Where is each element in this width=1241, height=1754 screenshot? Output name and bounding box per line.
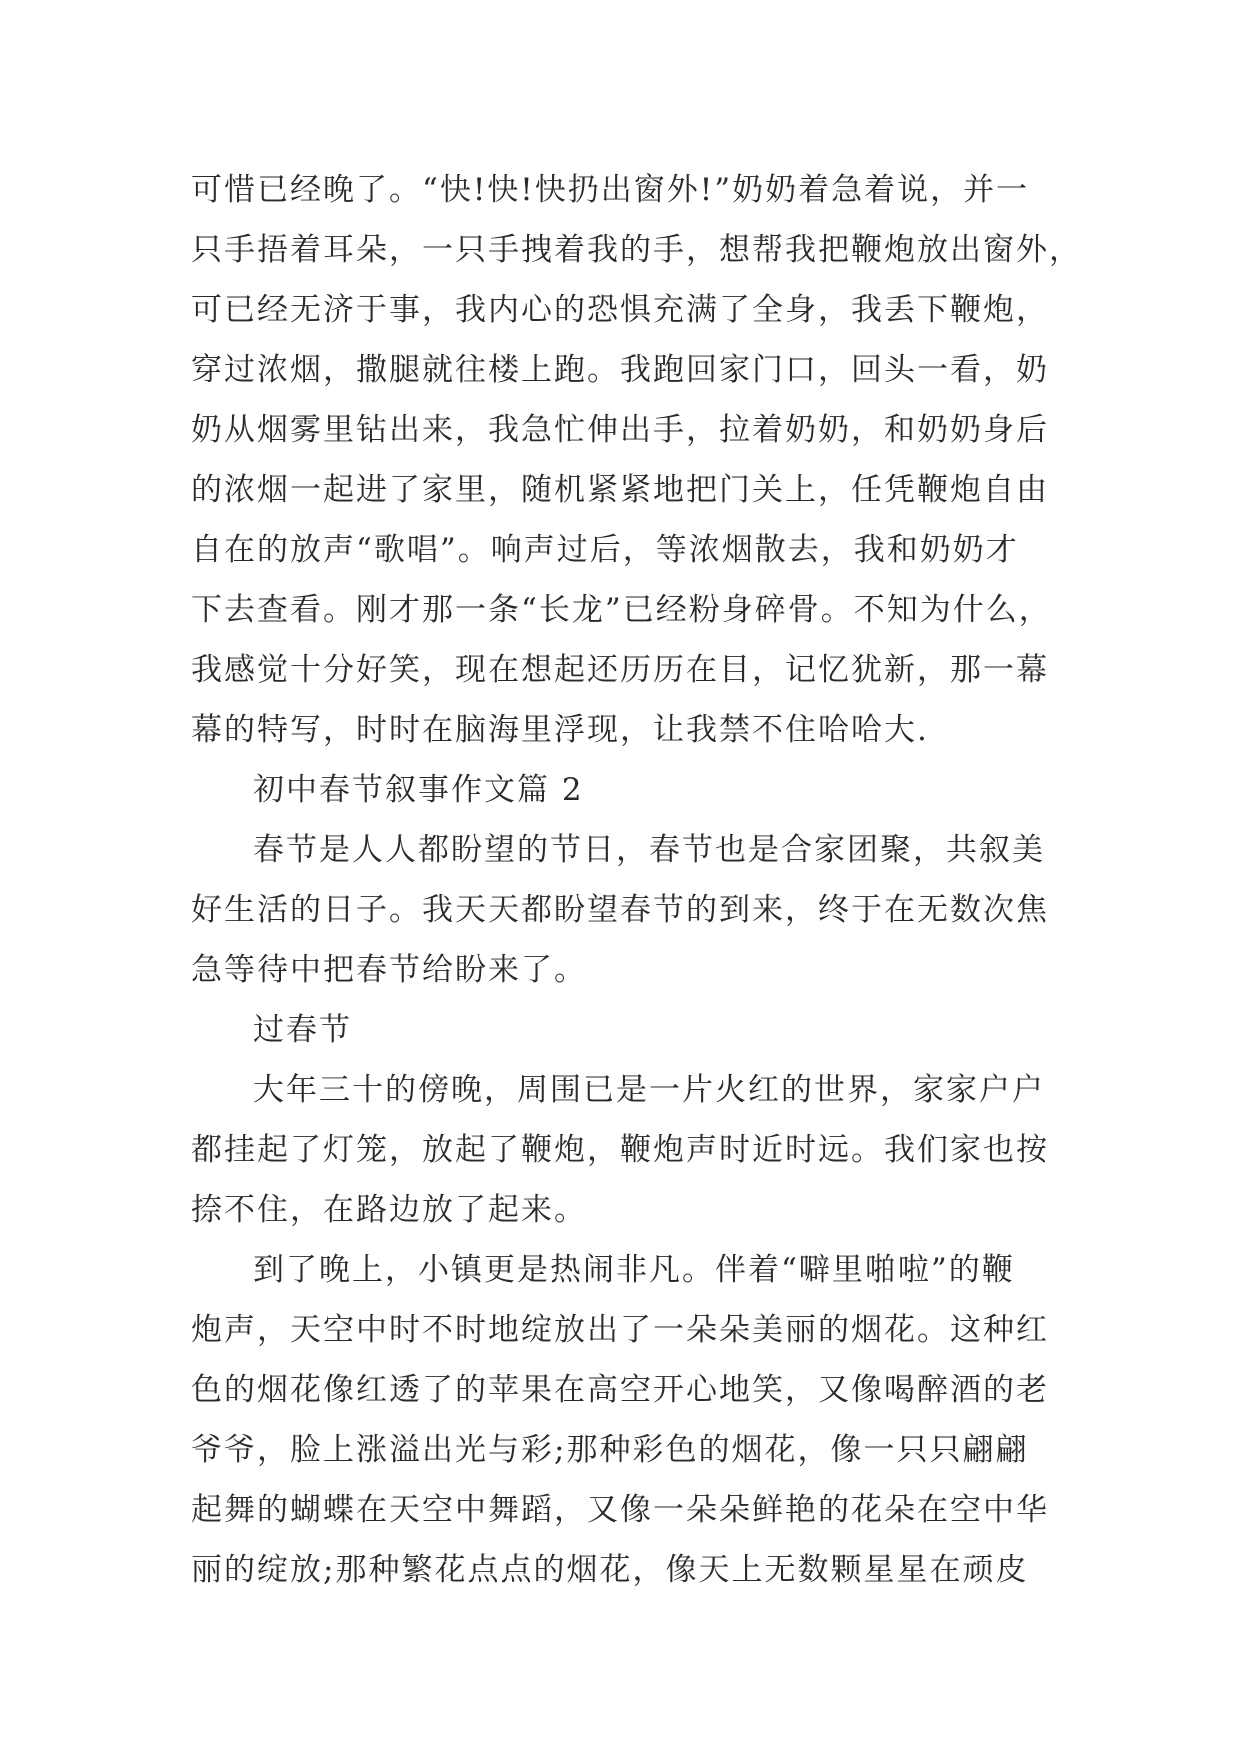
text-line: 奶从烟雾里钻出来，我急忙伸出手，拉着奶奶，和奶奶身后 xyxy=(191,412,1049,448)
text-line: 起舞的蝴蝶在天空中舞蹈，又像一朵朵鲜艳的花朵在空中华 xyxy=(191,1492,1049,1528)
subtitle: 过春节 xyxy=(253,1012,352,1048)
text-line: 只手捂着耳朵，一只手拽着我的手，想帮我把鞭炮放出窗外， xyxy=(191,232,1082,268)
text-line: 穿过浓烟，撒腿就往楼上跑。我跑回家门口，回头一看，奶 xyxy=(191,352,1049,388)
text-line: 我感觉十分好笑，现在想起还历历在目，记忆犹新，那一幕 xyxy=(191,652,1049,688)
text-line: 急等待中把春节给盼来了。 xyxy=(191,952,587,988)
text-line: 色的烟花像红透了的苹果在高空开心地笑，又像喝醉酒的老 xyxy=(191,1372,1049,1408)
text-line: 大年三十的傍晚，周围已是一片火红的世界，家家户户 xyxy=(253,1072,1045,1108)
text-line: 幕的特写，时时在脑海里浮现，让我禁不住哈哈大. xyxy=(191,712,929,748)
text-line: 爷爷，脸上涨溢出光与彩;那种彩色的烟花，像一只只翩翩 xyxy=(191,1432,1029,1468)
text-line: 的浓烟一起进了家里，随机紧紧地把门关上，任凭鞭炮自由 xyxy=(191,472,1049,508)
text-line: 自在的放声“歌唱”。响声过后，等浓烟散去，我和奶奶才 xyxy=(191,532,1019,568)
text-line: 可惜已经晚了。“快!快!快扔出窗外!”奶奶着急着说，并一 xyxy=(191,172,1030,208)
text-line: 炮声，天空中时不时地绽放出了一朵朵美丽的烟花。这种红 xyxy=(191,1312,1049,1348)
text-line: 春节是人人都盼望的节日，春节也是合家团聚，共叙美 xyxy=(253,832,1045,868)
text-line: 到了晚上，小镇更是热闹非凡。伴着“噼里啪啦”的鞭 xyxy=(253,1252,1015,1288)
text-line: 捺不住，在路边放了起来。 xyxy=(191,1192,587,1228)
text-line: 可已经无济于事，我内心的恐惧充满了全身，我丢下鞭炮， xyxy=(191,292,1049,328)
text-line: 好生活的日子。我天天都盼望春节的到来，终于在无数次焦 xyxy=(191,892,1049,928)
text-line: 丽的绽放;那种繁花点点的烟花，像天上无数颗星星在顽皮 xyxy=(191,1552,1029,1588)
text-line: 都挂起了灯笼，放起了鞭炮，鞭炮声时近时远。我们家也按 xyxy=(191,1132,1049,1168)
text-line: 下去查看。刚才那一条“长龙”已经粉身碎骨。不知为什么， xyxy=(191,592,1052,628)
document-body xyxy=(191,160,1082,1600)
section-heading: 初中春节叙事作文篇 2 xyxy=(253,772,584,808)
